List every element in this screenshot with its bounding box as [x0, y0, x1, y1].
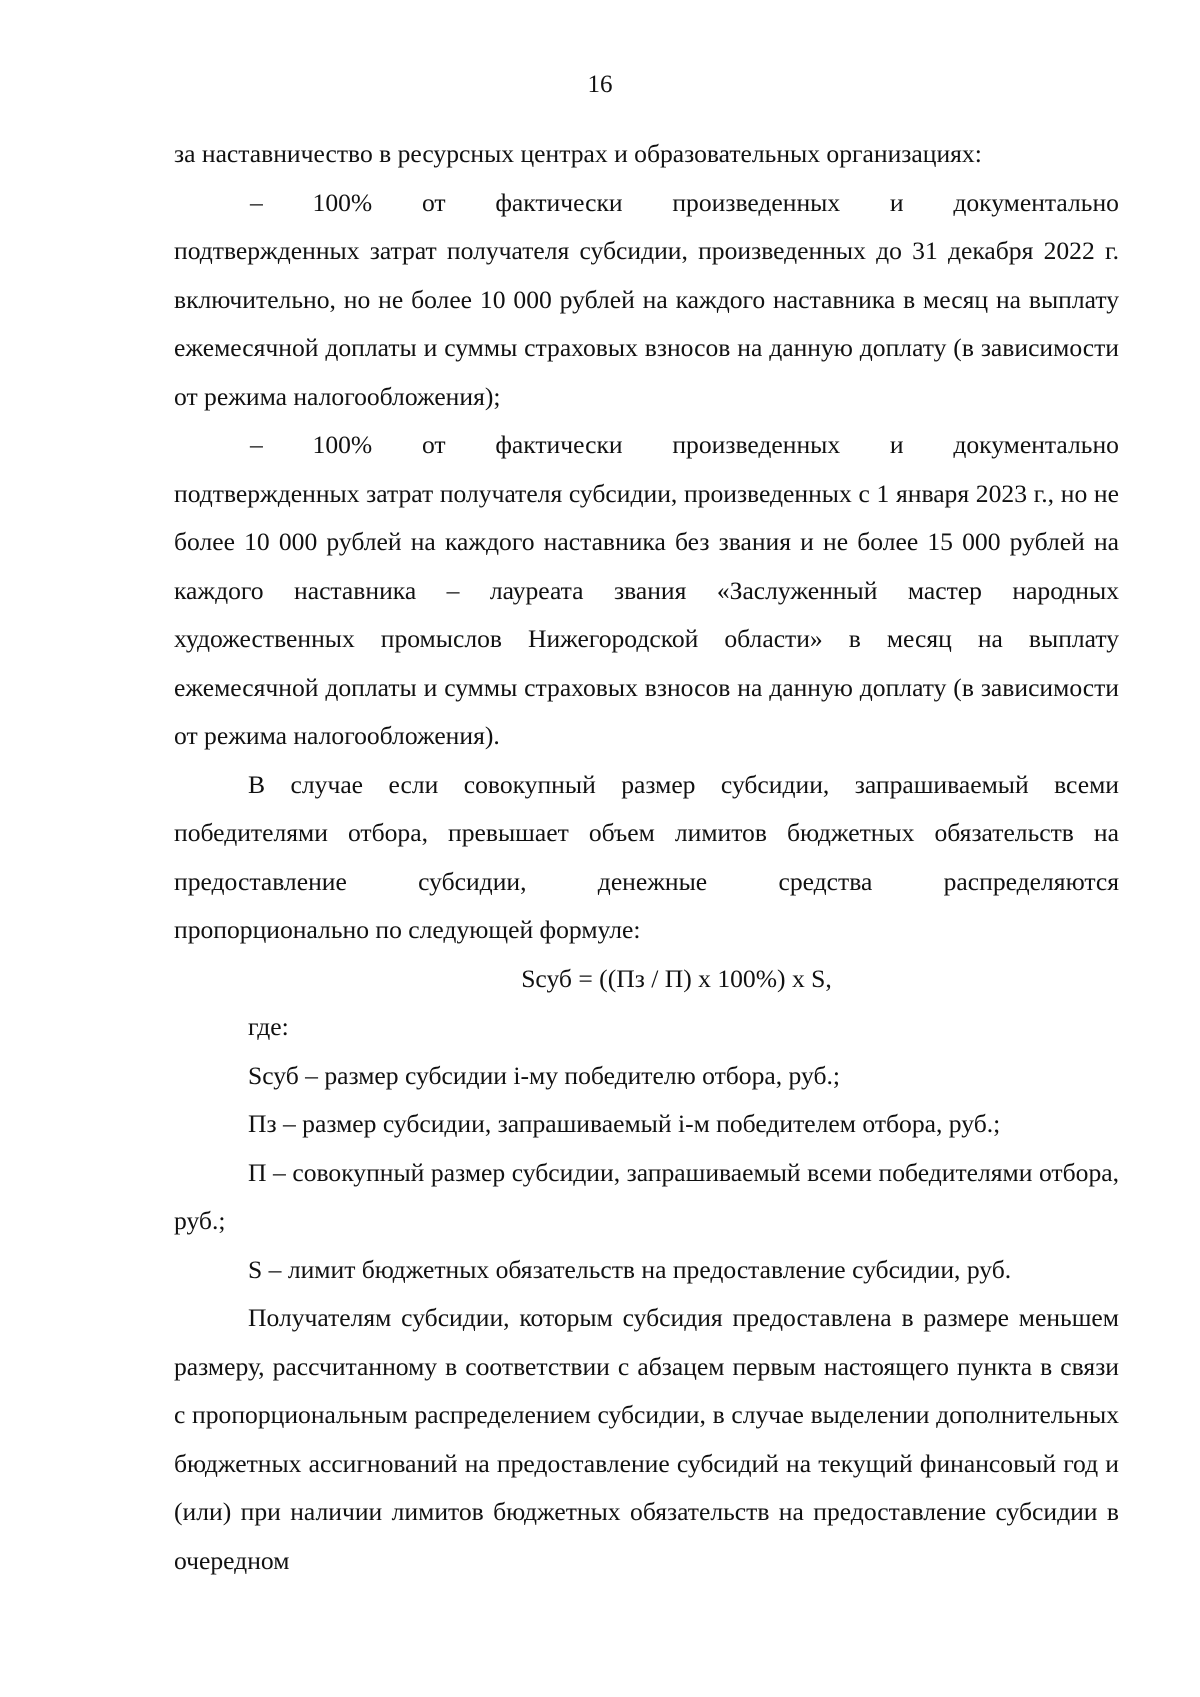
item1-word: произведенных	[672, 187, 841, 217]
item2-word: фактически	[495, 430, 623, 459]
definition-item: S – лимит бюджетных обязательств на предоставление субсидии, руб.	[248, 1254, 1012, 1284]
item2-continuation: подтвержденных затрат получателя субсидии, произведенных с 1 января 2023 г., но не более 10 000 рублей на каждого наставника без звания и не более 15 000 рублей на каждого наставника – лауреата звания «Заслуженный мастер народных художественных промыслов Нижегородской области» в месяц на выплату ежемесячной доплаты и суммы страховых взносов на данную доплату (в зависимости от режима налогообложения).	[174, 478, 1119, 750]
item1-first-line	[174, 179, 1119, 228]
item1-word: и	[889, 187, 904, 217]
definition-item: Пз – размер субсидии, запрашиваемый i-м победителем отбора, руб.;	[248, 1109, 1001, 1138]
item1-word: документально	[953, 187, 1119, 217]
distribution-formula: Sсуб = ((Пз / П) х 100%) х S,	[521, 963, 832, 993]
item1-word: 100%	[312, 187, 373, 217]
dash-marker: –	[250, 187, 263, 217]
distribution-paragraph: В случае если совокупный размер субсидии, запрашиваемый всеми победителями отбора, превышает объем лимитов бюджетных обязательств на предоставление субсидии, денежные средства распределяются	[174, 769, 1119, 896]
item2-word: 100%	[312, 430, 373, 459]
document-body	[174, 130, 1119, 1585]
item2-word: произведенных	[672, 430, 841, 459]
distribution-paragraph-end: пропорционально по следующей формуле:	[174, 915, 641, 944]
item1-continuation: подтвержденных затрат получателя субсидии, произведенных до 31 декабря 2022 г. включительно, но не более 10 000 рублей на каждого наставника в месяц на выплату ежемесячной доплаты и суммы страховых взносов на данную доплату (в зависимости от режима налогообложения);	[174, 236, 1119, 411]
item2-word: от	[421, 430, 446, 459]
item1-word: от	[421, 187, 446, 217]
item2-word: документально	[953, 430, 1119, 459]
item2-first-line	[174, 421, 1119, 470]
intro-paragraph: за наставничество в ресурсных центрах и образовательных организациях:	[174, 139, 982, 168]
definition-item: Sсуб – размер субсидии i-му победителю отбора, руб.;	[248, 1060, 841, 1090]
dash-marker: –	[250, 430, 263, 459]
item1-word: фактически	[495, 187, 623, 217]
final-paragraph: Получателям субсидии, которым субсидия предоставлена в размере меньшем размеру, рассчитанному в соответствии с абзацем первым настоящего пункта в связи с пропорциональным распределением субсидии, в случае выделении дополнительных бюджетных ассигнований на предоставление субсидий на текущий финансовый год и (или) при наличии лимитов бюджетных обязательств на предоставление субсидии в очередном	[174, 1303, 1119, 1575]
item2-word: и	[889, 430, 904, 459]
where-label: где:	[248, 1012, 289, 1041]
definition-item: П – совокупный размер субсидии, запрашиваемый всеми победителями отбора, руб.;	[174, 1157, 1119, 1235]
page-number: 16	[587, 71, 613, 98]
